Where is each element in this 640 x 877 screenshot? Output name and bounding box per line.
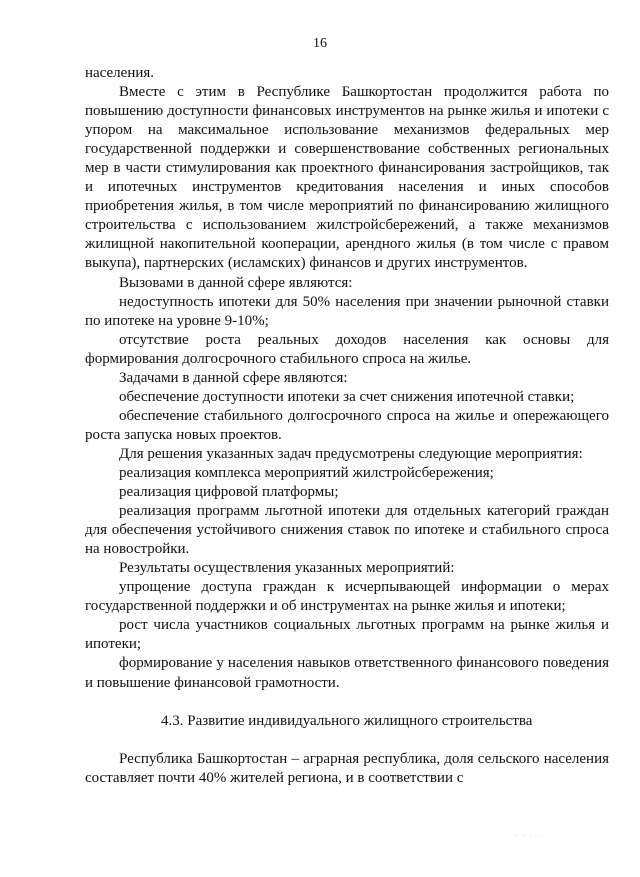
list-item: обеспечение доступности ипотеки за счет снижения ипотечной ставки; (119, 388, 575, 405)
paragraph: Республика Башкортостан – аграрная республика, доля сельского населения составляет почти 40% жителей региона, и в соответствии с (85, 750, 609, 786)
list-item: отсутствие роста реальных доходов населения как основы для формирования долгосрочного стабильного спроса на жилье. (85, 331, 609, 367)
list-item: реализация цифровой платформы; (119, 484, 339, 501)
paragraph: Для решения указанных задач предусмотрены следующие мероприятия: (119, 445, 583, 462)
list-item: формирование у населения навыков ответственного финансового поведения и повышение финансовой грамотности. (85, 655, 609, 691)
list-item: реализация комплекса мероприятий жилстройсбережения; (119, 464, 494, 481)
paragraph: Задачами в данной сфере являются: (119, 369, 348, 386)
page-number: 16 (313, 36, 327, 51)
document-body (85, 64, 609, 788)
paragraph: населения. (85, 65, 155, 81)
list-item: упрощение доступа граждан к исчерпывающей информации о мерах государственной поддержки и об инструментах на рынке жилья и ипотеки; (85, 579, 609, 615)
list-item: обеспечение стабильного долгосрочного спроса на жилье и опережающего роста запуска новых проектов. (85, 407, 609, 443)
paragraph: Вызовами в данной сфере являются: (119, 274, 353, 291)
section-heading: 4.3. Развитие индивидуального жилищного строительства (161, 712, 533, 729)
paragraph: Результаты осуществления указанных мероприятий: (119, 560, 455, 577)
paragraph: Вместе с этим в Республике Башкортостан продолжится работа по повышению доступности финансовых инструментов на рынке жилья и ипотеки с упором на максимальное использование механизмов федеральных мер государственной поддержки и совершенствование собственных региональных мер в части стимулирования как проектного финансирования застройщиков, так и ипотечных инструментов кредитования населения и иных способов приобретения жилья, в том числе мероприятий по финансированию жилищного строительства с использованием жилстройсбережений, а также механизмов жилищной накопительной кооперации, арендного жилья (в том числе с правом выкупа), партнерских (исламских) финансов и других инструментов. (85, 84, 609, 272)
scan-artifact: · · · · (515, 830, 541, 840)
list-item: рост числа участников социальных льготных программ на рынке жилья и ипотеки; (85, 617, 609, 653)
list-item: недоступность ипотеки для 50% населения при значении рыночной ставки по ипотеке на уровне 9-10%; (85, 293, 609, 329)
list-item: реализация программ льготной ипотеки для отдельных категорий граждан для обеспечения устойчивого снижения ставок по ипотеке и стабильного спроса на новостройки. (85, 503, 609, 558)
